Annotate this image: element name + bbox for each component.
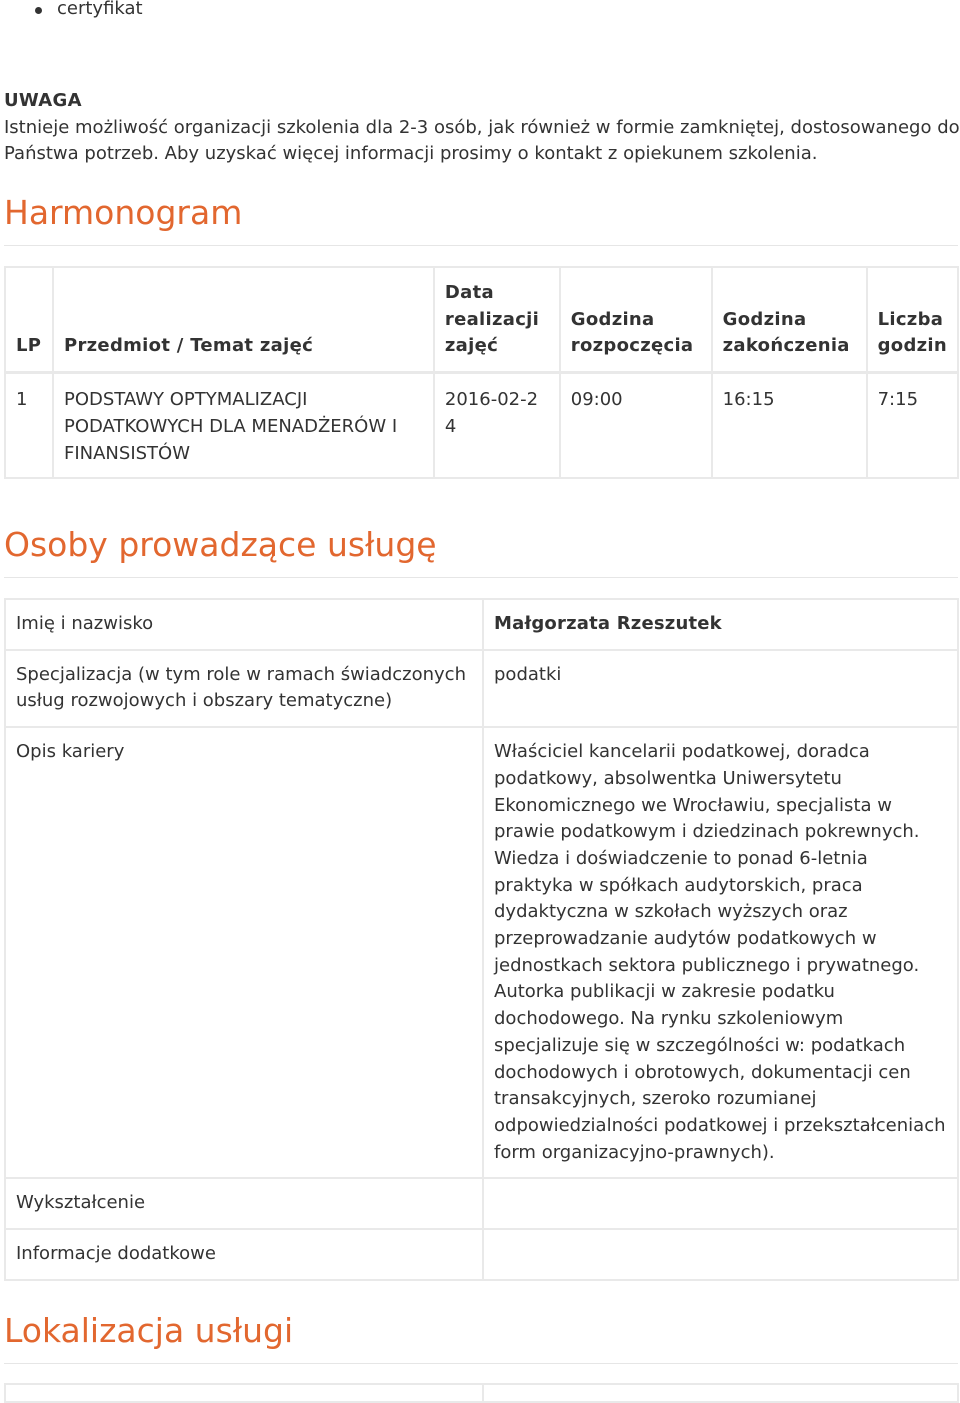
cell-date: 2016-02-24 [434, 373, 560, 479]
notice-text: Istnieje możliwość organizacji szkolenia dla 2-3 osób, jak również w formie zamkniętej, dostosowanego do Państwa potrzeb. Aby uzyskać więcej informacji prosimy o kontakt z opiekunem szkolenia. [4, 116, 960, 165]
list-item: certyfikat [0, 0, 143, 23]
label-additional-info: Informacje dodatkowe [5, 1229, 483, 1280]
osoby-heading: Osoby prowadzące usługę [4, 523, 958, 578]
value-additional-info [483, 1229, 958, 1280]
notice-title: UWAGA [4, 90, 82, 111]
lokalizacja-heading: Lokalizacja usługi [4, 1309, 958, 1364]
cell-end: 16:15 [712, 373, 867, 479]
bullet-icon [35, 7, 42, 14]
table-row [5, 1229, 958, 1280]
label-specialization: Specjalizacja (w tym role w ramach świadczonych usług rozwojowych i obszary tematyczne) [5, 650, 483, 727]
harmonogram-heading: Harmonogram [4, 191, 958, 246]
location-table-divider [482, 1385, 484, 1401]
cell-hours: 7:15 [867, 373, 958, 479]
col-date: Data realizacji zajęć [434, 267, 560, 373]
cell-start: 09:00 [560, 373, 712, 479]
col-end: Godzina zakończenia [712, 267, 867, 373]
label-career: Opis kariery [5, 727, 483, 1178]
value-name: Małgorzata Rzeszutek [483, 599, 958, 650]
value-specialization: podatki [483, 650, 958, 727]
table-row [5, 727, 958, 1178]
trainer-table [4, 598, 959, 1281]
table-row [5, 650, 958, 727]
table-row [5, 599, 958, 650]
value-career: Właściciel kancelarii podatkowej, doradca podatkowy, absolwentka Uniwersytetu Ekonomicznego we Wrocławiu, specjalista w prawie podatkowym i dziedzinach pokrewnych. Wiedza i doświadczenie to ponad 6-letnia praktyka w spółkach audytorskich, praca dydaktyczna w szkołach wyższych oraz przeprowadzanie audytów podatkowych w jednostkach sektora publicznego i prywatnego. Autorka publikacji w zakresie podatku dochodowego. Na rynku szkoleniowym specjalizuje się w szczególności w: podatkach dochodowych i obrotowych, dokumentacji cen transakcyjnych, szeroko rozumianej odpowiedzialności podatkowej i przekształceniach form organizacyjno-prawnych). [483, 727, 958, 1178]
label-name: Imię i nazwisko [5, 599, 483, 650]
requirements-list [0, 0, 143, 23]
value-education [483, 1178, 958, 1229]
schedule-table [4, 266, 959, 479]
label-education: Wykształcenie [5, 1178, 483, 1229]
col-hours: Liczba godzin [867, 267, 958, 373]
col-subject: Przedmiot / Temat zajęć [53, 267, 434, 373]
table-row [5, 373, 958, 479]
col-start: Godzina rozpoczęcia [560, 267, 712, 373]
col-lp: LP [5, 267, 53, 373]
table-row [5, 1178, 958, 1229]
location-table [4, 1383, 959, 1403]
notice-box [4, 88, 960, 168]
cell-lp: 1 [5, 373, 53, 479]
cell-subject: PODSTAWY OPTYMALIZACJI PODATKOWYCH DLA MENADŻERÓW I FINANSISTÓW [53, 373, 434, 479]
table-header-row [5, 267, 958, 373]
